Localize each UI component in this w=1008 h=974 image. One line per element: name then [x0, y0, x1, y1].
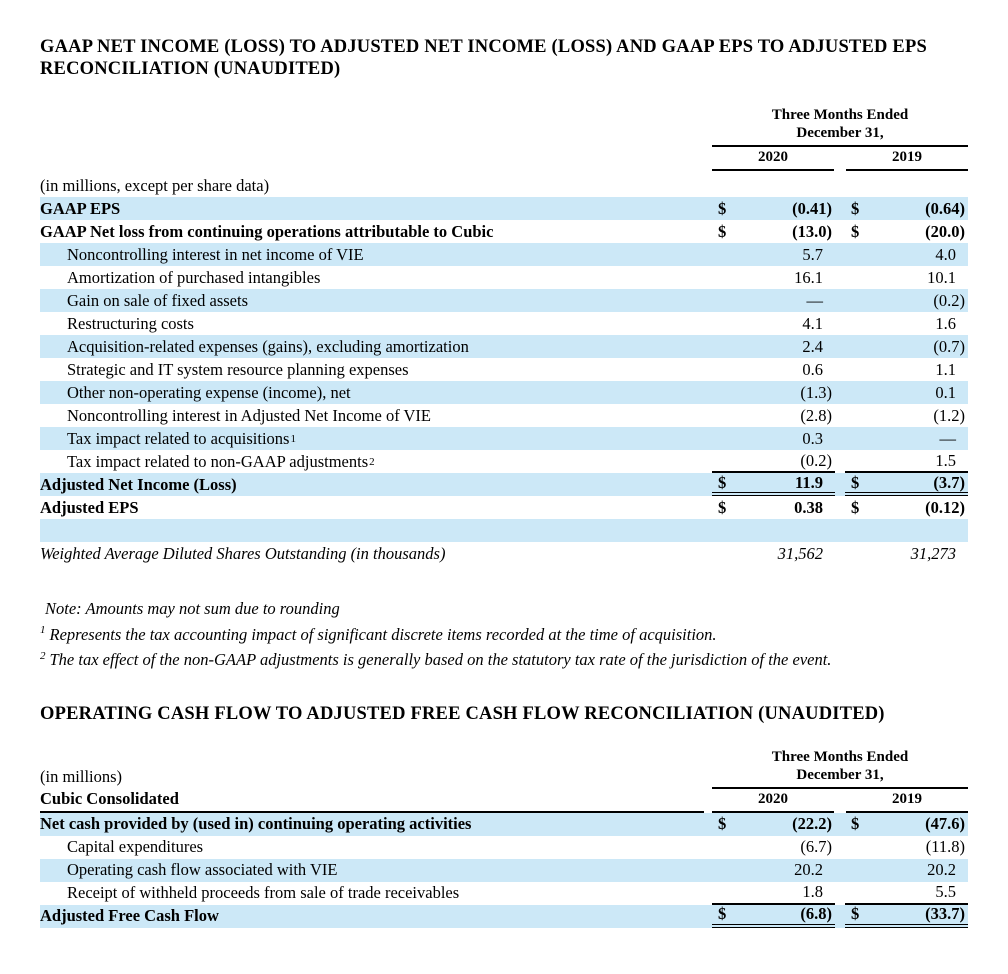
value-text: (0.2)	[933, 290, 965, 310]
value-text: (0.12)	[925, 497, 965, 517]
dollar-sign: $	[718, 814, 727, 833]
row-value-2019	[845, 813, 968, 836]
value-text: (6.8)	[800, 904, 832, 923]
row-value-2020	[712, 335, 835, 358]
row-value-2019	[845, 335, 968, 358]
table-row	[40, 427, 968, 450]
period-line2: December 31,	[712, 124, 968, 147]
table-row	[40, 220, 968, 243]
table-row	[40, 404, 968, 427]
table-row	[40, 243, 968, 266]
value-text: 0.6	[802, 359, 823, 379]
footnote-2-marker: 2	[40, 649, 46, 662]
value-text: (33.7)	[925, 904, 965, 923]
dollar-sign: $	[718, 198, 727, 218]
value-text: 10.1	[927, 267, 956, 287]
row-label: Adjusted Free Cash Flow	[40, 906, 219, 925]
table-row	[40, 358, 968, 381]
row-value-2019	[845, 859, 968, 882]
year-column-2020: 2020	[712, 148, 834, 171]
value-text: 0.38	[794, 497, 823, 517]
row-label: Adjusted Net Income (Loss)	[40, 474, 237, 494]
value-text: 4.0	[935, 244, 956, 264]
value-text: 1.6	[935, 313, 956, 333]
row-value-2020	[712, 905, 835, 928]
row-value-2020	[712, 519, 835, 542]
value-text: 5.5	[935, 882, 956, 901]
dollar-sign: $	[718, 904, 727, 923]
row-value-2020	[712, 289, 835, 312]
table-row	[40, 813, 968, 836]
dollar-sign: $	[851, 904, 860, 923]
table-row	[40, 197, 968, 220]
period-line2: December 31,	[712, 766, 968, 789]
row-label: Adjusted EPS	[40, 497, 139, 517]
row-label: Operating cash flow associated with VIE	[67, 860, 338, 879]
row-label: Strategic and IT system resource planning expenses	[67, 359, 409, 379]
table-row	[40, 836, 968, 859]
row-label: Noncontrolling interest in Adjusted Net Income of VIE	[67, 405, 431, 425]
row-value-2019	[845, 450, 968, 473]
footnote-2	[40, 647, 968, 673]
dollar-sign: $	[851, 814, 860, 833]
value-text: 1.5	[935, 450, 956, 470]
table-row	[40, 882, 968, 905]
table2-title: OPERATING CASH FLOW TO ADJUSTED FREE CASH FLOW RECONCILIATION (UNAUDITED)	[40, 703, 885, 724]
year-column-2019: 2019	[846, 148, 968, 171]
row-value-2020	[712, 473, 835, 496]
value-text: 5.7	[802, 244, 823, 264]
value-text: 20.2	[794, 860, 823, 879]
period-line1: Three Months Ended	[771, 748, 909, 765]
row-label: GAAP EPS	[40, 198, 121, 218]
row-label: Other non-operating expense (income), net	[67, 382, 351, 402]
row-label: Capital expenditures	[67, 837, 204, 856]
row-value-2019	[845, 220, 968, 243]
row-value-2019	[845, 312, 968, 335]
row-value-2019	[845, 266, 968, 289]
row-value-2019	[845, 496, 968, 519]
row-value-2019	[845, 427, 968, 450]
value-text: 4.1	[802, 313, 823, 333]
value-text: —	[939, 428, 956, 448]
row-value-2019	[845, 289, 968, 312]
row-label: Net cash provided by (used in) continuing operating activities	[40, 814, 472, 833]
row-value-2019	[845, 905, 968, 928]
table-row	[40, 905, 968, 928]
row-value-2020	[712, 266, 835, 289]
row-value-2019	[845, 243, 968, 266]
table-row	[40, 496, 968, 519]
table2-section-label: Cubic Consolidated	[40, 788, 704, 813]
table1-rows	[40, 197, 968, 565]
value-text: 16.1	[794, 267, 823, 287]
value-text: (47.6)	[925, 814, 965, 833]
row-value-2019	[845, 381, 968, 404]
table-row	[40, 450, 968, 473]
row-value-2020	[712, 427, 835, 450]
footnote-1-marker: 1	[40, 624, 46, 636]
table2-units-label: (in millions)	[40, 766, 123, 786]
table-row	[40, 473, 968, 496]
row-value-2019	[845, 882, 968, 905]
table1-units-label: (in millions, except per share data)	[40, 176, 270, 195]
value-text: (2.8)	[800, 405, 832, 425]
footnote-1	[40, 622, 968, 648]
table-row	[40, 335, 968, 358]
value-text: 0.1	[935, 382, 956, 402]
value-text: 20.2	[927, 860, 956, 879]
row-label: Acquisition-related expenses (gains), excluding amortization	[67, 336, 469, 356]
rounding-note: Note: Amounts may not sum due to rounding	[45, 599, 340, 618]
value-text: 1.8	[802, 882, 823, 901]
row-value-2019	[845, 404, 968, 427]
table2-header	[40, 748, 968, 813]
row-value-2020	[712, 197, 835, 220]
value-text: (1.2)	[933, 405, 965, 425]
value-text: (0.64)	[925, 198, 965, 218]
row-value-2019	[845, 473, 968, 496]
row-value-2020	[712, 220, 835, 243]
dollar-sign: $	[718, 221, 727, 241]
value-text: 31,273	[910, 543, 956, 563]
value-text: (0.7)	[933, 336, 965, 356]
dollar-sign: $	[851, 497, 860, 517]
row-label: GAAP Net loss from continuing operations attributable to Cubic	[40, 221, 494, 241]
dollar-sign: $	[851, 198, 860, 218]
table-row	[40, 266, 968, 289]
row-label: Amortization of purchased intangibles	[67, 267, 321, 287]
footnote-1-text: Represents the tax accounting impact of significant discrete items recorded at the time of acquisition.	[49, 624, 717, 644]
row-value-2020	[712, 404, 835, 427]
row-label: Tax impact related to non-GAAP adjustments 2	[67, 451, 375, 471]
dollar-sign: $	[718, 472, 727, 492]
row-value-2019	[845, 836, 968, 859]
row-label	[40, 519, 702, 542]
row-value-2020	[712, 859, 835, 882]
row-value-2020	[712, 381, 835, 404]
row-label: Restructuring costs	[67, 313, 194, 333]
row-value-2020	[712, 243, 835, 266]
row-value-2019	[845, 519, 968, 542]
row-label: Noncontrolling interest in net income of VIE	[67, 244, 364, 264]
row-value-2020	[712, 358, 835, 381]
table2-rows	[40, 813, 968, 928]
value-text: (20.0)	[925, 221, 965, 241]
value-text: 1.1	[935, 359, 956, 379]
value-text: 0.3	[802, 428, 823, 448]
value-text: 31,562	[777, 543, 823, 563]
dollar-sign: $	[851, 472, 860, 492]
value-text: (0.41)	[792, 198, 832, 218]
table1-period-header	[712, 106, 968, 171]
value-text: (22.2)	[792, 814, 832, 833]
row-value-2019	[845, 358, 968, 381]
value-text: 2.4	[802, 336, 823, 356]
row-value-2020	[712, 450, 835, 473]
table-row	[40, 381, 968, 404]
dollar-sign: $	[718, 497, 727, 517]
value-text: (11.8)	[925, 837, 965, 856]
year-columns	[712, 148, 968, 171]
period-line1: Three Months Ended	[771, 107, 909, 123]
row-label: Gain on sale of fixed assets	[67, 290, 248, 310]
footnote-2-text: The tax effect of the non-GAAP adjustments is generally based on the statutory tax rate of the jurisdiction of the event.	[49, 650, 832, 669]
row-label: Receipt of withheld proceeds from sale of trade receivables	[67, 883, 460, 902]
value-text: (13.0)	[792, 221, 832, 241]
table-row	[40, 312, 968, 335]
notes-block	[40, 596, 968, 673]
row-value-2020	[712, 882, 835, 905]
row-value-2020	[712, 836, 835, 859]
value-text: —	[806, 290, 823, 310]
table-row	[40, 519, 968, 542]
table-row	[40, 542, 968, 565]
value-text: 11.9	[795, 472, 823, 492]
year-column-2019: 2019	[846, 790, 968, 813]
year-columns	[712, 790, 968, 813]
row-value-2020	[712, 542, 835, 565]
value-text: (3.7)	[933, 472, 965, 492]
year-column-2020: 2020	[712, 790, 834, 813]
value-text: (6.7)	[800, 837, 832, 856]
table-row	[40, 859, 968, 882]
dollar-sign: $	[851, 221, 860, 241]
row-label: Weighted Average Diluted Shares Outstanding (in thousands)	[40, 543, 446, 563]
value-text: (1.3)	[800, 382, 832, 402]
table2-header-left	[40, 766, 704, 813]
table1-title: GAAP NET INCOME (LOSS) TO ADJUSTED NET INCOME (LOSS) AND GAAP EPS TO ADJUSTED EPS RECONCILIATION (UNAUDITED)	[40, 37, 927, 79]
value-text: (0.2)	[800, 450, 832, 470]
table-row	[40, 289, 968, 312]
row-value-2019	[845, 542, 968, 565]
row-value-2020	[712, 496, 835, 519]
row-label: Tax impact related to acquisitions 1	[67, 428, 296, 448]
row-value-2020	[712, 813, 835, 836]
table2-period-header	[712, 748, 968, 813]
row-value-2019	[845, 197, 968, 220]
row-value-2020	[712, 312, 835, 335]
